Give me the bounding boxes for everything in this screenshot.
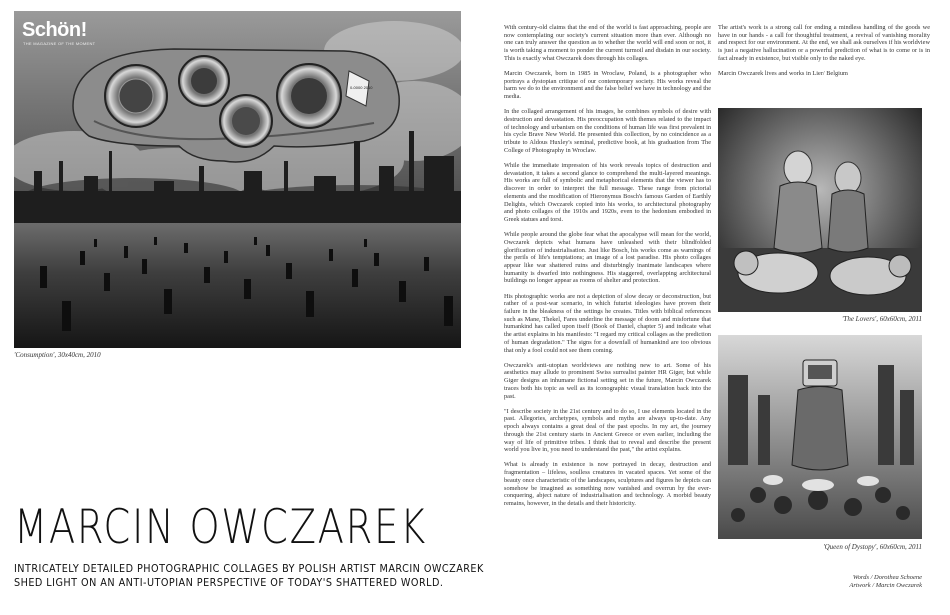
- ear-tag-text: 0-0000 2010: [350, 85, 373, 90]
- magazine-tagline: THE MAGAZINE OF THE MOMENT: [23, 41, 96, 46]
- article-subtitle-line-1: INTRICATELY DETAILED PHOTOGRAPHIC COLLAGES BY POLISH ARTIST MARCIN OWCZAREK: [14, 563, 484, 575]
- paragraph: Marcin Owczarek lives and works in Lier/ Belgium: [718, 70, 848, 78]
- paragraph: In the collaged arrangement of his images, he combines symbols of desire with destruction and devastation. His preoccupation with themes related to the impact of technology and urbanism on the conditions of human life was first prevalent in his cycle Brave New World. He presented this collection, by no coincidence as a tribute to Aldous Huxley's seminal, predictive book, at his graduation from The College of Photography in Wroclaw.: [504, 108, 711, 154]
- hero-caption: 'Consumption', 30x40cm, 2010: [14, 351, 101, 359]
- paragraph: "I describe society in the 21st century and to do so, I use elements located in the past. Allegories, archetypes, symbols and myths are always up-to-date. Any epoch always contains a great deal of the past epochs. In my art, the journey through the 21st century starts in Ancient Greece or even earlier, including the way of life of primitive tribes. I think that to reveal and describe the present world you live in, you need to understand the past," the artist explains.: [504, 407, 711, 454]
- lovers-artwork: [718, 108, 922, 312]
- paragraph: Marcin Owczarek, born in 1985 in Wroclaw, Poland, is a photographer who portrays a dystopian critique of our contemporary society. His works reveal the harm we do to the environment and the false belief we have in technology and the media.: [504, 70, 711, 101]
- hero-collage-art: [14, 11, 461, 348]
- credit-words: Words / Dorothea Schoene: [852, 574, 922, 581]
- paragraph: His photographic works are not a depiction of slow decay or deconstruction, but rather of a post-war scenario, in which futurist ideologies have proven their failure in the bleakness of the settings he creates. Titles with biblical references such as Mane, Thekel, Fares underline the message of doom and misfortune that humankind has called upon itself (Book of Daniel, chapter 5) and indicate what the artist explains in his manifesto: "I regard my critical collages as the prediction of human degradation." The signs for a downfall of humankind are too obvious that only a fool could not see them coming.: [504, 292, 711, 354]
- dystopy-caption: 'Queen of Dystopy', 60x60cm, 2011: [823, 543, 922, 551]
- article-credits: [849, 574, 922, 590]
- paragraph: With century-old claims that the end of the world is fast approaching, people are now contemplating our society's current situation more than ever. Although no one can truly answer the question as to whether the world will end soon or not, it is worth taking a moment to ponder the current turmoil and disdain in our society. This is exactly what Owczarek does through his collages.: [504, 24, 711, 62]
- paragraph: Owczarek's anti-utopian worldviews are nothing new to art. Some of his aesthetics may allude to prominent Swiss surrealist painter HR Giger, but while Giger designs an inhumane fictional setting set in the future, Marcin Owczarek traces both his topic as well as its iconographic visual translation back into the past.: [504, 361, 711, 400]
- lovers-caption: 'The Lovers', 60x60cm, 2011: [841, 315, 922, 323]
- paragraph: While people around the globe fear what the apocalypse will mean for the world, Owczarek depicts what humans have unleashed with their blindfolded glorification of industrialisation. Just like Bosch, his works come as warnings of the perils of life's temptations; an image of a lost paradise. His photo collages appear like war shattered ruins and disturbingly inanimate landscapes where humanity is dwarfed into nothingness. His staggered, overlapping architectural buildings no longer appear as rooms of shelter and protection.: [504, 231, 711, 285]
- article-column-1: [504, 24, 711, 515]
- article-title: MARCIN OWCZAREK: [14, 500, 427, 555]
- photo-queen-of-dystopy: [718, 335, 922, 539]
- hero-image-consumption: [14, 11, 461, 348]
- paragraph: What is already in existence is now portrayed in decay, destruction and fragmentation – lifeless, soulless creatures in vacated spaces. Yet some of the beauty once characteristic of the landscapes, sculptures and figures he depicts can somehow be imagined as something now vanished and overrun by the ever-conquering, abject nature of industrialisation and technology. A morbid beauty remains, however, in the details and their historicity.: [504, 461, 711, 507]
- magazine-logo: Schön!: [22, 19, 87, 41]
- photo-the-lovers: [718, 108, 922, 312]
- article-column-2: [718, 24, 930, 85]
- dystopy-artwork: [718, 335, 922, 539]
- paragraph: The artist's work is a strong call for ending a mindless handling of the goods we have in our hands - a call for thoughtful treatment, a revival of vanishing morality and respect for our environment. At the end, we shall ask ourselves if his worldview is just a negative hallucination or a powerful prediction of what is to come or is in fact already in existence, but visible only to the naked eye.: [718, 24, 930, 62]
- paragraph: While the immediate impression of his work reveals topics of destruction and devastation, it takes a second glance to comprehend the multi-layered meanings. His works are full of symbolic and metaphorical elements that the viewer has to discover in order to interpret the full message. These range from pictorial elements and the modification of Hieronymus Bosch's famous Garden of Earthly Delights, which Owczarek copied into his works, to architectural photography and photo collages of the 1910s and 1920s, even to the hedonism embodied in Greek statues and torsi.: [504, 162, 711, 223]
- article-subtitle-line-2: SHED LIGHT ON AN ANTI-UTOPIAN PERSPECTIVE OF TODAY'S SHATTERED WORLD.: [14, 577, 444, 589]
- credit-artwork: Artwork / Marcin Owczarek: [849, 582, 922, 589]
